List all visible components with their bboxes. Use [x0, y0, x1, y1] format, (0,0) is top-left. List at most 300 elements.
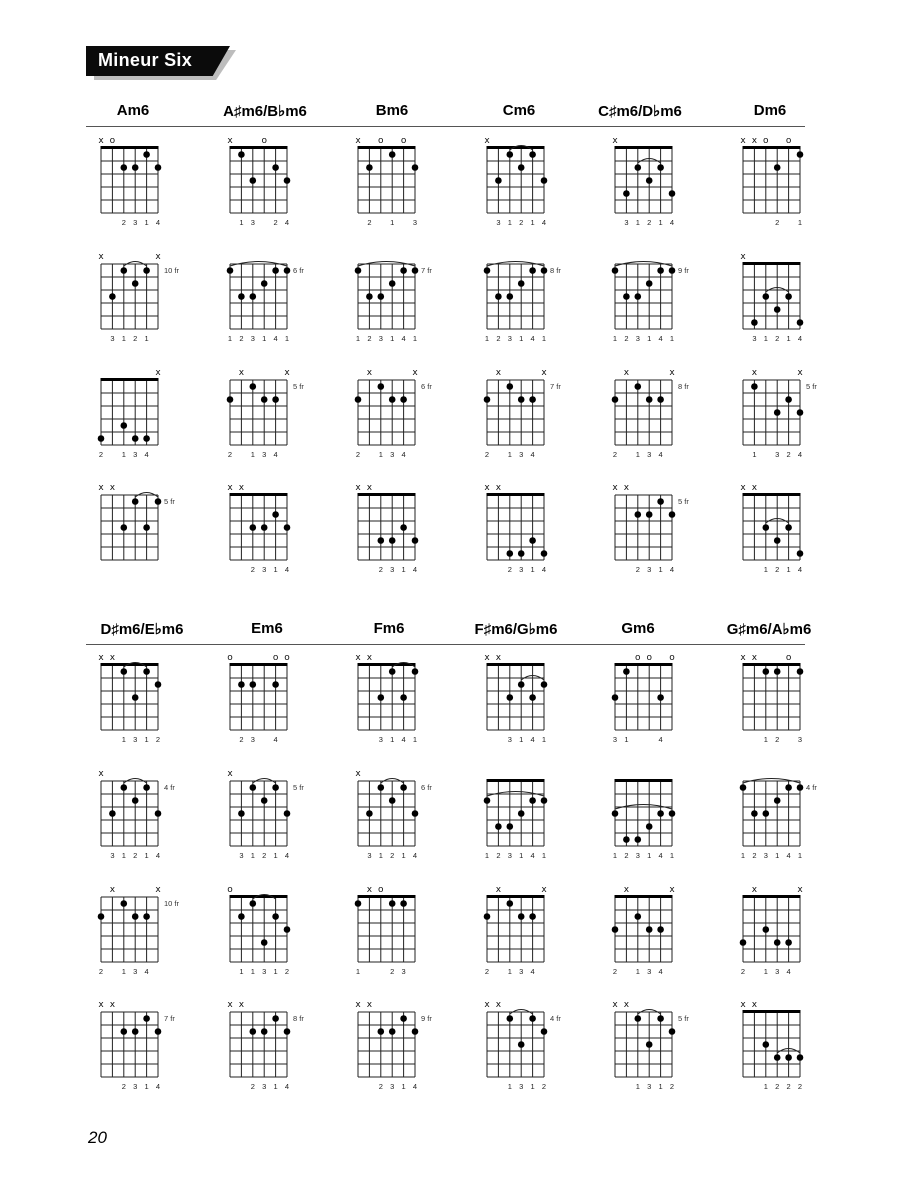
- finger-dot: [507, 1015, 514, 1022]
- muted-string-marker: x: [740, 1000, 746, 1010]
- chord-diagram: [98, 136, 161, 227]
- finger-number: 1: [635, 1082, 640, 1091]
- finger-number: 4: [412, 565, 418, 574]
- finger-dot: [143, 151, 150, 158]
- finger-dot: [378, 1028, 385, 1035]
- finger-number: 3: [133, 735, 138, 744]
- fret-position-label: 7 fr: [421, 266, 432, 275]
- finger-number: 1: [541, 735, 547, 744]
- chord-diagram: [612, 653, 676, 744]
- finger-dot: [657, 1015, 664, 1022]
- finger-number: 3: [647, 1082, 652, 1091]
- muted-string-marker: x: [541, 885, 547, 895]
- finger-dot: [669, 1028, 676, 1035]
- finger-number: 1: [763, 735, 768, 744]
- finger-number: 3: [752, 334, 757, 343]
- finger-number: 2: [775, 565, 780, 574]
- muted-string-marker: x: [484, 483, 490, 493]
- finger-dot: [400, 784, 407, 791]
- finger-number: 1: [612, 851, 618, 860]
- chord-diagram: [355, 885, 416, 976]
- finger-dot: [389, 797, 396, 804]
- muted-string-marker: x: [740, 653, 746, 663]
- finger-number: 2: [155, 735, 161, 744]
- finger-number: 1: [121, 735, 126, 744]
- fret-position-label: 6 fr: [421, 783, 432, 792]
- chord-diagram: [612, 368, 690, 459]
- finger-dot: [121, 164, 128, 171]
- finger-number: 2: [367, 334, 372, 343]
- finger-dot: [529, 267, 536, 274]
- finger-number: 2: [624, 851, 629, 860]
- finger-dot: [635, 836, 642, 843]
- finger-number: 4: [658, 967, 663, 976]
- chord-diagram: [484, 368, 562, 459]
- finger-dot: [389, 151, 396, 158]
- finger-number: 1: [786, 565, 791, 574]
- finger-dot: [669, 810, 676, 817]
- muted-string-marker: x: [155, 368, 161, 378]
- chord-diagram: [612, 483, 689, 574]
- open-string-marker: o: [785, 136, 792, 146]
- finger-number: 2: [390, 967, 395, 976]
- finger-dot: [763, 926, 770, 933]
- nut-bar: [487, 779, 545, 782]
- muted-string-marker: x: [109, 1000, 116, 1010]
- finger-number: 1: [624, 735, 629, 744]
- finger-number: 3: [401, 967, 406, 976]
- finger-number: 1: [669, 334, 675, 343]
- fret-position-label: 4 fr: [550, 1014, 561, 1023]
- finger-dot: [740, 939, 747, 946]
- finger-dot: [774, 939, 781, 946]
- muted-string-marker: x: [740, 483, 746, 493]
- finger-number: 2: [612, 450, 618, 459]
- finger-number: 2: [775, 1082, 780, 1091]
- fret-position-label: 10 fr: [164, 899, 180, 908]
- finger-dot: [484, 267, 491, 274]
- finger-dot: [132, 498, 139, 505]
- chord-diagram: [355, 1000, 432, 1091]
- muted-string-marker: x: [366, 1000, 373, 1010]
- finger-number: 3: [133, 218, 138, 227]
- finger-number: 1: [786, 334, 791, 343]
- fret-position-label: 4 fr: [164, 783, 175, 792]
- nut-bar: [743, 262, 801, 265]
- finger-dot: [518, 810, 525, 817]
- chord-name: Am6: [116, 102, 150, 119]
- nut-bar: [615, 779, 673, 782]
- muted-string-marker: x: [355, 483, 361, 493]
- finger-dot: [785, 524, 792, 531]
- finger-dot: [272, 681, 279, 688]
- chord-name: Dm6: [753, 102, 787, 119]
- finger-number: 1: [797, 851, 803, 860]
- chord-diagram: [98, 1000, 175, 1091]
- muted-string-marker: x: [623, 483, 630, 493]
- muted-string-marker: x: [366, 483, 373, 493]
- finger-dot: [143, 913, 150, 920]
- chord-diagram: [227, 885, 290, 976]
- chord-name: Fm6: [373, 620, 405, 637]
- finger-dot: [518, 164, 525, 171]
- finger-dot: [355, 396, 362, 403]
- finger-number: 4: [797, 334, 803, 343]
- finger-dot: [797, 319, 804, 326]
- finger-number: 1: [635, 218, 640, 227]
- fret-position-label: 8 fr: [678, 382, 689, 391]
- finger-dot: [109, 293, 116, 300]
- finger-number: 2: [669, 1082, 675, 1091]
- finger-dot: [284, 926, 291, 933]
- finger-dot: [541, 797, 548, 804]
- finger-number: 2: [121, 218, 126, 227]
- finger-number: 3: [519, 450, 524, 459]
- finger-number: 3: [519, 967, 524, 976]
- finger-number: 4: [401, 334, 406, 343]
- fret-position-label: 6 fr: [293, 266, 304, 275]
- nut-bar: [101, 378, 159, 381]
- muted-string-marker: x: [797, 885, 803, 895]
- muted-string-marker: x: [98, 483, 104, 493]
- finger-number: 2: [355, 450, 361, 459]
- finger-number: 1: [635, 450, 640, 459]
- finger-dot: [518, 280, 525, 287]
- finger-number: 2: [239, 735, 244, 744]
- finger-number: 1: [647, 334, 652, 343]
- finger-dot: [657, 267, 664, 274]
- muted-string-marker: x: [495, 885, 502, 895]
- finger-number: 3: [262, 450, 267, 459]
- finger-number: 2: [484, 967, 490, 976]
- finger-number: 4: [412, 851, 418, 860]
- finger-number: 4: [401, 450, 406, 459]
- muted-string-marker: x: [669, 368, 675, 378]
- finger-dot: [669, 190, 676, 197]
- finger-dot: [529, 694, 536, 701]
- fret-position-label: 6 fr: [421, 382, 432, 391]
- finger-number: 4: [155, 1082, 161, 1091]
- finger-number: 1: [390, 735, 395, 744]
- finger-number: 4: [284, 851, 290, 860]
- muted-string-marker: x: [98, 653, 104, 663]
- nut-bar: [743, 493, 801, 496]
- muted-string-marker: x: [751, 368, 758, 378]
- chord-diagram: [743, 368, 817, 459]
- finger-number: 2: [98, 450, 104, 459]
- finger-dot: [250, 900, 257, 907]
- finger-dot: [495, 177, 502, 184]
- finger-dot: [541, 177, 548, 184]
- finger-number: 3: [519, 565, 524, 574]
- finger-number: 2: [507, 565, 512, 574]
- muted-string-marker: x: [366, 368, 373, 378]
- finger-dot: [412, 668, 419, 675]
- finger-dot: [284, 177, 291, 184]
- finger-number: 3: [647, 565, 652, 574]
- finger-dot: [785, 1054, 792, 1061]
- fret-position-label: 5 fr: [293, 382, 304, 391]
- finger-number: 4: [530, 967, 535, 976]
- finger-number: 3: [763, 851, 768, 860]
- finger-number: 3: [110, 334, 115, 343]
- finger-dot: [250, 177, 257, 184]
- finger-dot: [272, 913, 279, 920]
- finger-dot: [155, 164, 162, 171]
- chord-diagram: [612, 136, 675, 227]
- finger-dot: [132, 164, 139, 171]
- chord-diagram: [227, 1000, 304, 1091]
- finger-dot: [774, 537, 781, 544]
- finger-number: 4: [530, 735, 535, 744]
- finger-dot: [797, 409, 804, 416]
- finger-number: 1: [121, 967, 126, 976]
- muted-string-marker: x: [623, 368, 630, 378]
- finger-dot: [143, 267, 150, 274]
- muted-string-marker: x: [412, 368, 418, 378]
- finger-number: 2: [250, 565, 255, 574]
- finger-number: 1: [273, 967, 278, 976]
- finger-dot: [155, 810, 162, 817]
- finger-dot: [495, 823, 502, 830]
- finger-dot: [635, 164, 642, 171]
- finger-number: 1: [507, 967, 512, 976]
- finger-dot: [132, 280, 139, 287]
- finger-dot: [751, 810, 758, 817]
- finger-number: 3: [507, 735, 512, 744]
- finger-number: 1: [121, 450, 126, 459]
- finger-dot: [495, 293, 502, 300]
- finger-dot: [400, 900, 407, 907]
- finger-number: 4: [273, 450, 278, 459]
- muted-string-marker: x: [227, 136, 233, 146]
- finger-dot: [238, 913, 245, 920]
- finger-dot: [132, 435, 139, 442]
- finger-dot: [657, 498, 664, 505]
- muted-string-marker: x: [751, 1000, 758, 1010]
- finger-number: 2: [378, 565, 383, 574]
- finger-number: 1: [635, 967, 640, 976]
- finger-number: 3: [378, 334, 383, 343]
- finger-number: 2: [284, 967, 290, 976]
- finger-dot: [109, 810, 116, 817]
- finger-dot: [378, 293, 385, 300]
- finger-number: 4: [658, 735, 663, 744]
- finger-number: 1: [144, 735, 149, 744]
- finger-dot: [785, 293, 792, 300]
- finger-number: 4: [144, 967, 149, 976]
- finger-dot: [378, 694, 385, 701]
- finger-number: 1: [519, 735, 524, 744]
- finger-dot: [143, 668, 150, 675]
- muted-string-marker: x: [98, 769, 104, 779]
- finger-number: 1: [484, 334, 490, 343]
- finger-number: 1: [530, 565, 535, 574]
- finger-dot: [132, 797, 139, 804]
- chord-diagram: [740, 1000, 803, 1091]
- finger-dot: [763, 668, 770, 675]
- chord-diagram: [740, 483, 803, 574]
- finger-dot: [121, 267, 128, 274]
- muted-string-marker: x: [623, 885, 630, 895]
- finger-number: 3: [367, 851, 372, 860]
- finger-dot: [623, 836, 630, 843]
- finger-number: 1: [412, 735, 418, 744]
- fret-position-label: 10 fr: [164, 266, 180, 275]
- finger-number: 1: [519, 334, 524, 343]
- chord-diagram: [227, 368, 305, 459]
- finger-number: 2: [775, 334, 780, 343]
- finger-number: 4: [786, 851, 791, 860]
- finger-dot: [774, 409, 781, 416]
- finger-dot: [400, 694, 407, 701]
- finger-number: 3: [250, 218, 255, 227]
- finger-number: 3: [239, 851, 244, 860]
- finger-number: 1: [390, 218, 395, 227]
- finger-dot: [541, 267, 548, 274]
- finger-number: 1: [144, 218, 149, 227]
- finger-dot: [646, 177, 653, 184]
- finger-dot: [272, 164, 279, 171]
- finger-dot: [785, 784, 792, 791]
- finger-dot: [797, 550, 804, 557]
- finger-dot: [763, 293, 770, 300]
- finger-number: 4: [530, 334, 535, 343]
- finger-number: 1: [144, 851, 149, 860]
- chord-diagram: [484, 779, 548, 860]
- muted-string-marker: x: [751, 885, 758, 895]
- finger-dot: [529, 396, 536, 403]
- finger-number: 3: [378, 735, 383, 744]
- finger-dot: [507, 151, 514, 158]
- chord-diagram: [484, 262, 562, 344]
- chord-name: Cm6: [502, 102, 536, 119]
- chord-diagram: [98, 368, 162, 459]
- finger-dot: [507, 694, 514, 701]
- finger-dot: [612, 396, 619, 403]
- finger-dot: [389, 900, 396, 907]
- chord-diagram: [355, 262, 433, 344]
- finger-number: 1: [121, 851, 126, 860]
- finger-dot: [484, 797, 491, 804]
- finger-dot: [740, 784, 747, 791]
- muted-string-marker: x: [109, 653, 116, 663]
- finger-dot: [751, 383, 758, 390]
- finger-number: 1: [484, 851, 490, 860]
- finger-number: 1: [763, 1082, 768, 1091]
- finger-number: 3: [133, 1082, 138, 1091]
- finger-dot: [121, 1028, 128, 1035]
- finger-number: 3: [775, 967, 780, 976]
- finger-dot: [284, 524, 291, 531]
- finger-number: 2: [484, 450, 490, 459]
- finger-dot: [272, 396, 279, 403]
- finger-number: 4: [273, 334, 278, 343]
- muted-string-marker: x: [227, 483, 233, 493]
- finger-number: 1: [412, 334, 418, 343]
- fret-position-label: 4 fr: [806, 783, 817, 792]
- finger-dot: [518, 550, 525, 557]
- finger-number: 1: [250, 450, 255, 459]
- muted-string-marker: x: [495, 1000, 502, 1010]
- finger-number: 1: [144, 1082, 149, 1091]
- finger-number: 4: [530, 851, 535, 860]
- finger-dot: [657, 810, 664, 817]
- muted-string-marker: x: [98, 136, 104, 146]
- muted-string-marker: x: [484, 136, 490, 146]
- finger-dot: [98, 913, 105, 920]
- nut-bar: [358, 493, 416, 496]
- chord-name: Gm6: [621, 620, 655, 637]
- finger-dot: [250, 681, 257, 688]
- muted-string-marker: x: [612, 136, 618, 146]
- muted-string-marker: x: [227, 769, 233, 779]
- chord-diagram: [484, 483, 547, 574]
- finger-dot: [412, 164, 419, 171]
- fret-position-label: 5 fr: [678, 497, 689, 506]
- finger-dot: [635, 511, 642, 518]
- finger-number: 3: [612, 735, 618, 744]
- muted-string-marker: x: [751, 653, 758, 663]
- muted-string-marker: x: [98, 252, 104, 262]
- muted-string-marker: x: [238, 368, 245, 378]
- finger-dot: [518, 1041, 525, 1048]
- finger-number: 3: [647, 450, 652, 459]
- finger-number: 1: [658, 565, 663, 574]
- finger-number: 1: [658, 218, 663, 227]
- finger-number: 2: [496, 851, 501, 860]
- finger-number: 1: [355, 334, 361, 343]
- finger-dot: [400, 267, 407, 274]
- finger-number: 4: [284, 565, 290, 574]
- finger-number: 3: [624, 218, 629, 227]
- open-string-marker: o: [763, 136, 769, 146]
- finger-dot: [612, 926, 619, 933]
- finger-dot: [646, 823, 653, 830]
- finger-dot: [518, 913, 525, 920]
- finger-dot: [284, 1028, 291, 1035]
- chord-diagram: [484, 1000, 561, 1091]
- finger-number: 4: [669, 218, 675, 227]
- chord-diagram: [484, 136, 547, 227]
- finger-dot: [389, 280, 396, 287]
- chord-diagram: [227, 262, 305, 344]
- chord-diagram: [355, 769, 432, 860]
- finger-number: 1: [250, 851, 255, 860]
- finger-number: 3: [262, 1082, 267, 1091]
- finger-dot: [143, 784, 150, 791]
- muted-string-marker: x: [751, 136, 758, 146]
- finger-number: 4: [669, 565, 675, 574]
- fret-position-label: 5 fr: [678, 1014, 689, 1023]
- finger-dot: [797, 668, 804, 675]
- finger-dot: [518, 681, 525, 688]
- finger-number: 3: [110, 851, 115, 860]
- finger-dot: [507, 383, 514, 390]
- muted-string-marker: x: [355, 769, 361, 779]
- finger-dot: [389, 1028, 396, 1035]
- finger-number: 1: [273, 565, 278, 574]
- finger-dot: [272, 784, 279, 791]
- finger-dot: [272, 267, 279, 274]
- muted-string-marker: x: [355, 653, 361, 663]
- nut-bar: [615, 146, 673, 149]
- finger-number: 3: [133, 967, 138, 976]
- finger-number: 2: [250, 1082, 255, 1091]
- muted-string-marker: x: [669, 885, 675, 895]
- open-string-marker: o: [785, 653, 792, 663]
- finger-number: 1: [541, 334, 547, 343]
